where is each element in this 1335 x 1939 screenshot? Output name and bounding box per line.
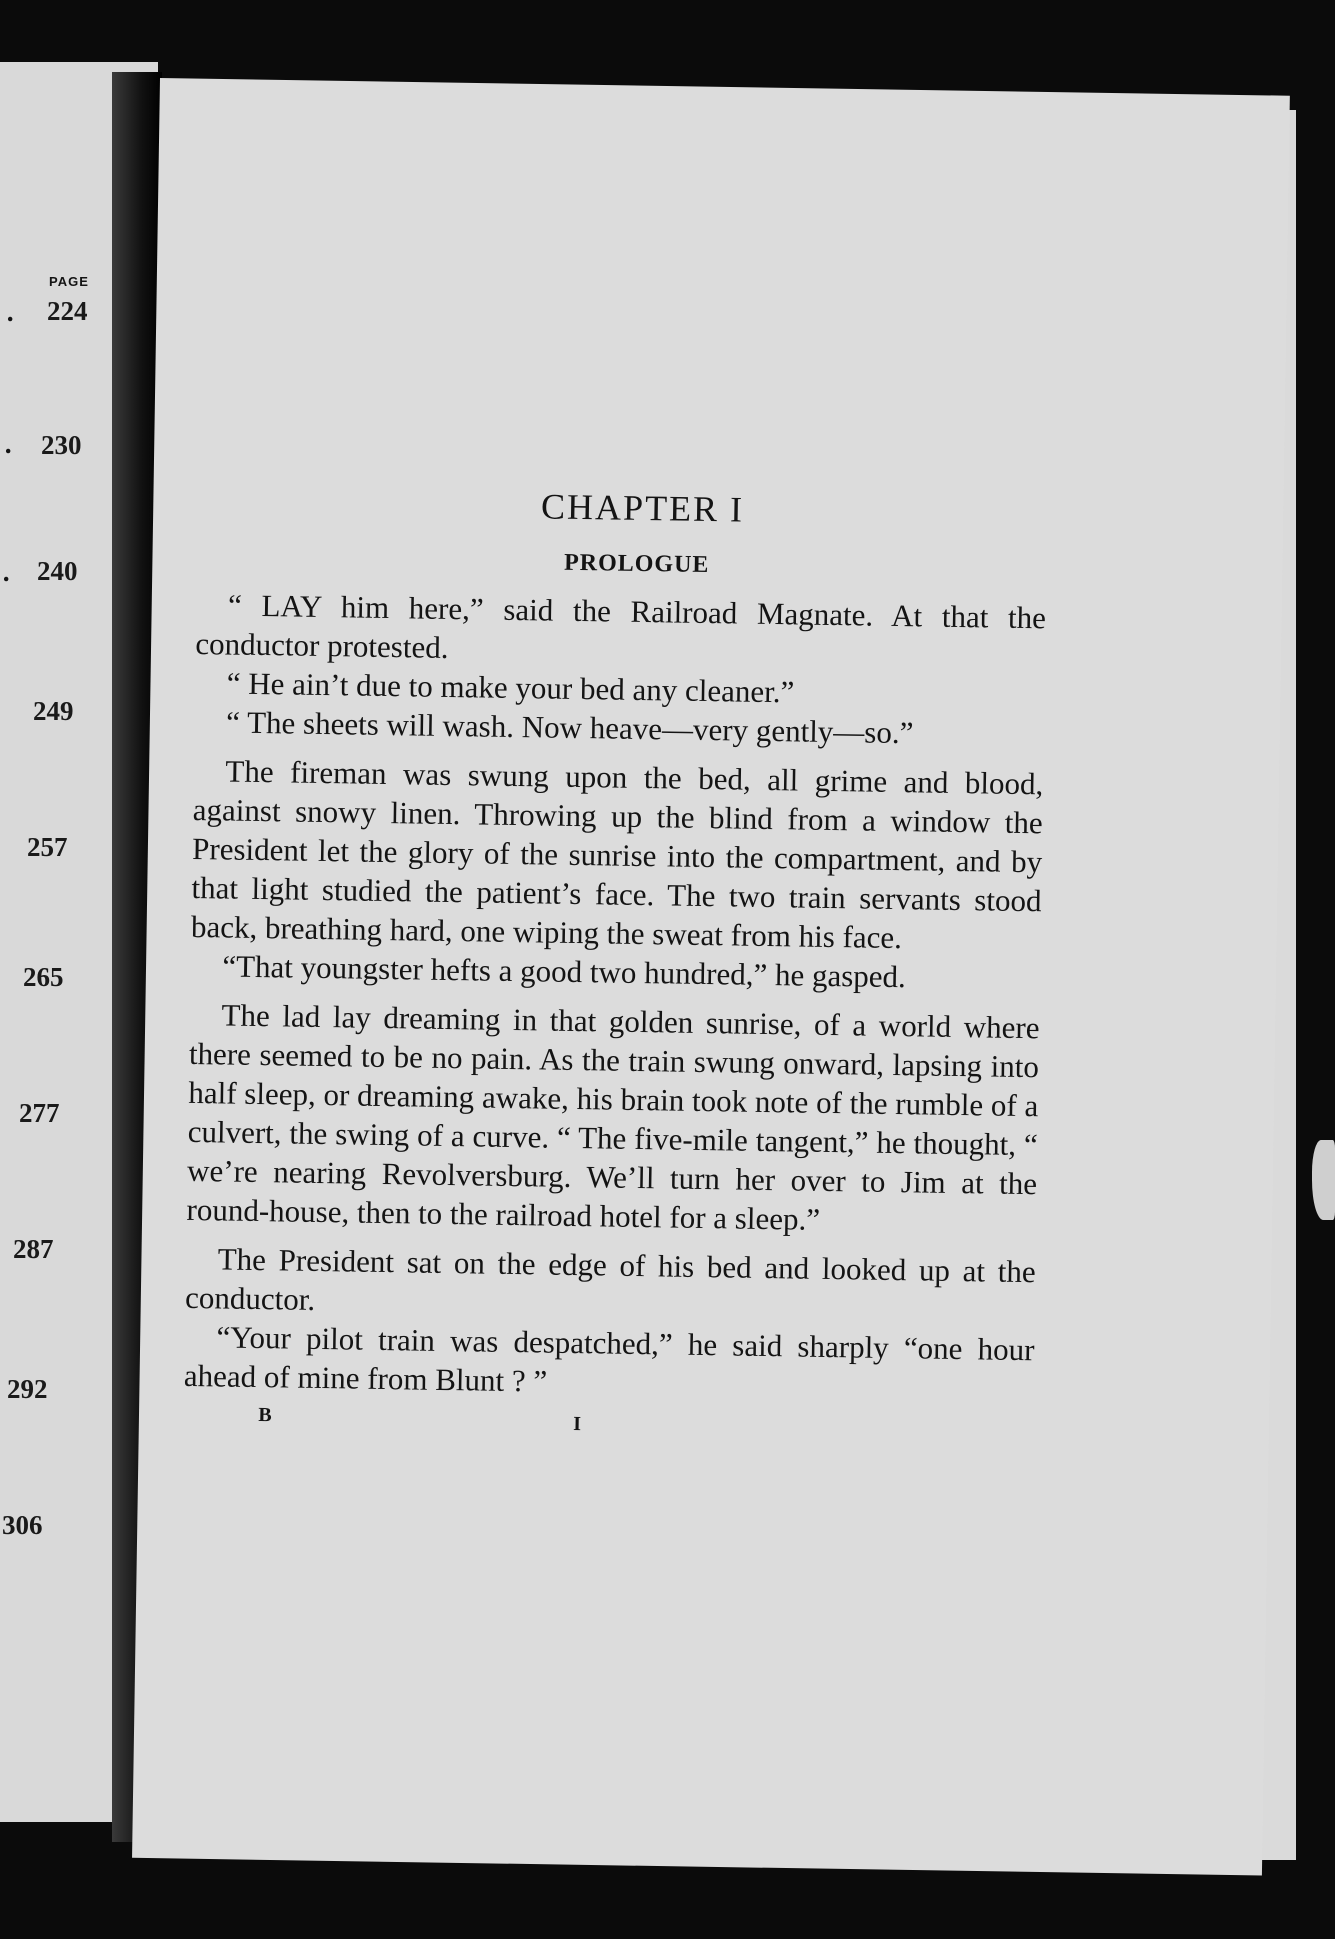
toc-page-number: 277 (19, 1098, 60, 1128)
chapter-subtitle: PROLOGUE (563, 549, 710, 579)
paragraph: The lad lay dreaming in that golden sunrise, of a world where there seemed to be no pain. As the train swung onward, lapsing into half sleep, or dreaming awake, his brain took note of the rumble of a culvert, the swing of a curve. “ The five-mile tangent,” he thought, “ we’re nearing Revolversburg. We’ll turn her over to Jim at the round-house, then to the railroad hotel for a sleep.” (186, 997, 1040, 1237)
toc-page-number: 306 (2, 1510, 43, 1540)
paragraph: The President sat on the edge of his bed and looked up at the conductor. (184, 1241, 1036, 1317)
paragraph: “That youngster hefts a good two hundred,” he gasped. (222, 948, 907, 995)
toc-leader-dot: . (2, 558, 11, 587)
paragraph: “ He ain’t due to make your bed any cleaner.” (226, 665, 795, 710)
chapter-title: CHAPTER I (540, 486, 745, 530)
paragraph: “Your pilot train was despatched,” he said sharply “one hour ahead of mine from Blunt ? ” (183, 1319, 1035, 1399)
page-number: I (573, 1413, 582, 1436)
toc-page-number: 287 (13, 1234, 54, 1264)
paragraph: “ LAY him here,” said the Railroad Magnate. At that the conductor protested. (195, 587, 1047, 665)
signature-mark: B (258, 1404, 272, 1427)
toc-page-label: PAGE (49, 274, 89, 289)
toc-leader-dot: . (4, 430, 13, 459)
toc-page-number: 257 (27, 832, 68, 862)
paragraph: “ The sheets will wash. Now heave—very gently—so.” (225, 704, 914, 751)
paragraph: The fireman was swung upon the bed, all grime and blood, against snowy linen. Throwing up the blind from a window the President let the glory of the sunrise into the compartment, and by that light studied the patient’s face. The two train servants stood back, breathing hard, one wiping the sweat from his face. (190, 753, 1044, 956)
toc-page-number: 230 (41, 430, 82, 460)
toc-page-number: 224 (47, 296, 88, 326)
toc-page-number: 265 (23, 962, 64, 992)
toc-page-number: 249 (33, 696, 74, 726)
paper-tear (1312, 1140, 1335, 1220)
toc-page-number: 240 (37, 556, 78, 586)
page-content (183, 480, 1048, 1454)
toc-leader-dot: . (6, 298, 15, 327)
toc-page-number: 292 (7, 1374, 48, 1404)
